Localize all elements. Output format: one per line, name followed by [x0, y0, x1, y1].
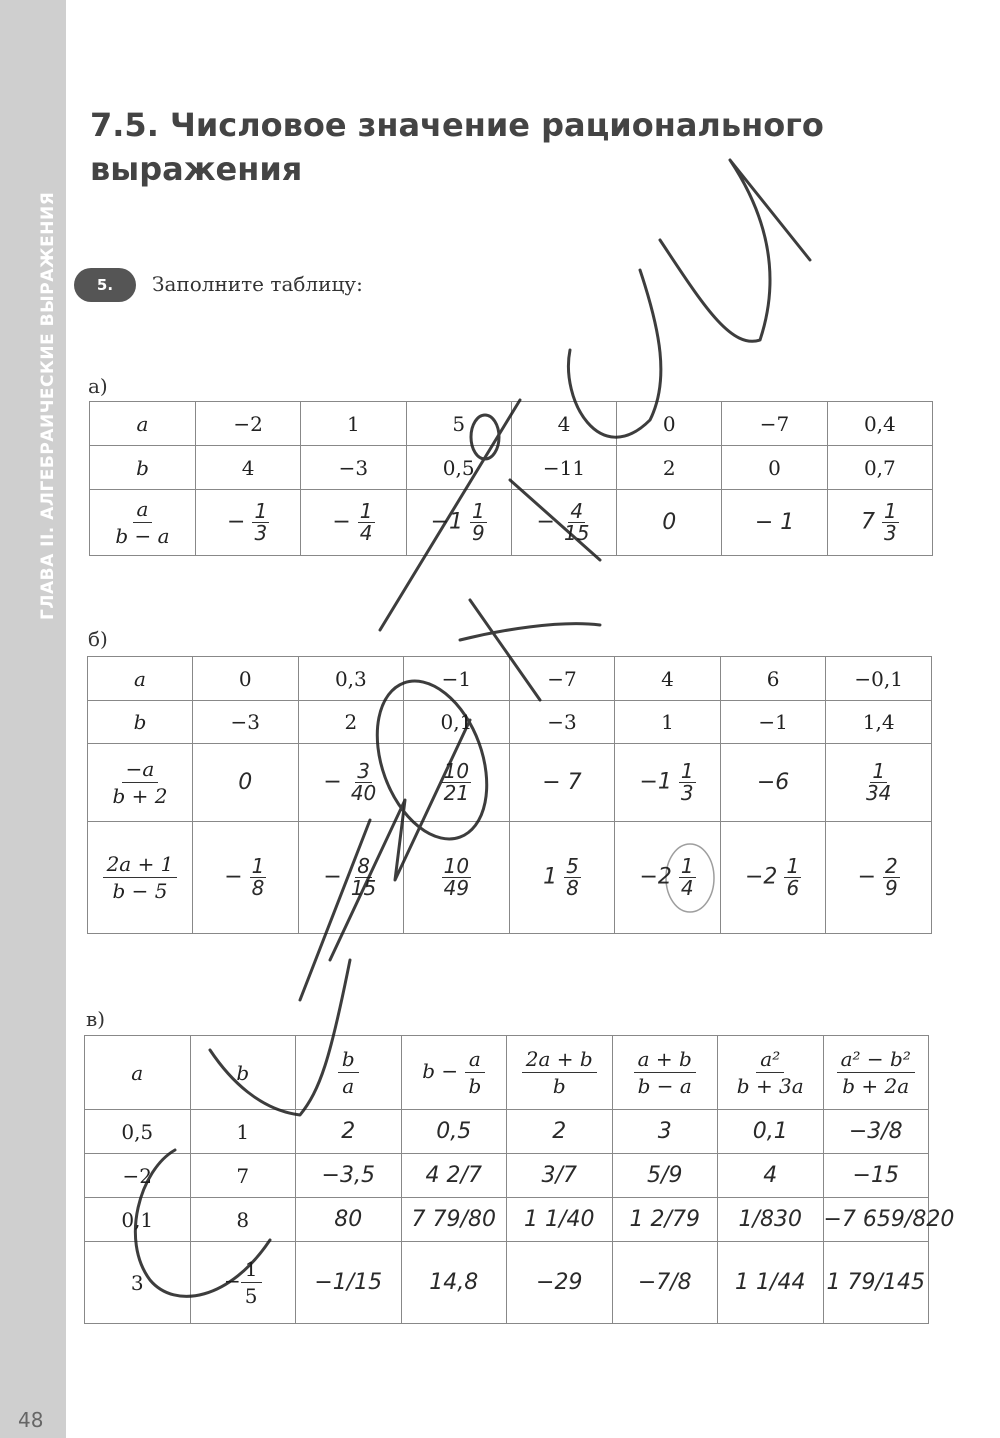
answer-num: 10: [443, 759, 470, 783]
answer-sign: −2: [639, 864, 672, 890]
answer-den: 3: [254, 521, 268, 545]
table-row: [90, 446, 933, 490]
answer-num: 8: [357, 854, 370, 878]
answer-cell: −29: [507, 1242, 613, 1324]
column-header: a: [85, 1036, 191, 1110]
fraction-denominator: b: [468, 1074, 482, 1098]
answer-cell: 3: [612, 1110, 718, 1154]
answer-cell: [196, 490, 301, 556]
answer-cell: 7 79/80: [401, 1198, 507, 1242]
fraction-numerator: 2a + 1: [103, 853, 178, 878]
answer-num: 4: [570, 499, 584, 523]
fraction-numerator: 1: [241, 1258, 262, 1283]
answer-cell: − 7: [509, 744, 615, 822]
answer-cell: [404, 744, 510, 822]
fraction-denominator: b − a: [637, 1074, 692, 1098]
table-cell: 0,5: [406, 446, 511, 490]
answer-cell: 0: [617, 490, 722, 556]
answer-sign: −: [323, 769, 342, 795]
table-row: [85, 1242, 929, 1324]
table-row: [88, 701, 932, 744]
table-header-row: [85, 1036, 929, 1110]
table-cell: 1,4: [826, 701, 932, 744]
table-cell: 3: [85, 1242, 191, 1324]
row-header-a: a: [88, 657, 193, 701]
table-cell: 0: [722, 446, 827, 490]
answer-cell: 0,1: [718, 1110, 824, 1154]
part-b-label: б): [88, 627, 108, 651]
table-cell: 1: [190, 1110, 296, 1154]
table-cell: −7: [722, 402, 827, 446]
answer-sign: −1: [639, 769, 672, 795]
answer-cell: 1 2/79: [612, 1198, 718, 1242]
answer-cell: [827, 490, 932, 556]
column-header: [507, 1036, 613, 1110]
answer-num: 10: [443, 854, 470, 878]
table-cell: −7: [509, 657, 615, 701]
answer-den: 8: [251, 876, 265, 900]
answer-cell: 4 2/7: [401, 1154, 507, 1198]
fraction-numerator: a: [465, 1048, 485, 1073]
table-row: [90, 490, 933, 556]
answer-cell: [509, 822, 615, 934]
answer-den: 15: [350, 876, 377, 900]
table-cell: 6: [720, 657, 826, 701]
answer-num: 1: [472, 499, 485, 523]
table-cell: −0,1: [826, 657, 932, 701]
answer-sign: −: [332, 509, 351, 535]
answer-cell: −7 659/820: [823, 1198, 929, 1242]
answer-cell: [826, 744, 932, 822]
fraction-numerator: 2a + b: [522, 1048, 597, 1073]
row-header-expression: [88, 744, 193, 822]
table-cell: 4: [196, 446, 301, 490]
table-row: [85, 1110, 929, 1154]
fraction-denominator: b: [552, 1074, 566, 1098]
table-cell: −3: [193, 701, 299, 744]
fraction-numerator: a: [133, 498, 153, 523]
column-header: [612, 1036, 718, 1110]
answer-cell: 1/830: [718, 1198, 824, 1242]
answer-cell: 2: [296, 1110, 402, 1154]
answer-cell: 0,5: [401, 1110, 507, 1154]
answer-cell: 1 1/40: [507, 1198, 613, 1242]
answer-num: 2: [885, 854, 898, 878]
answer-cell: [406, 490, 511, 556]
watermark-letter-k-arm: [460, 624, 600, 640]
task-instruction: Заполните таблицу:: [152, 272, 363, 296]
answer-cell: 3/7: [507, 1154, 613, 1198]
answer-den: 15: [563, 521, 590, 545]
table-cell: 2: [298, 701, 404, 744]
answer-num: 1: [254, 499, 268, 523]
answer-cell: −15: [823, 1154, 929, 1198]
answer-sign: −: [323, 864, 342, 890]
answer-num: 1: [786, 854, 800, 878]
answer-num: 1: [251, 854, 265, 878]
answer-cell: 1 79/145: [823, 1242, 929, 1324]
section-title: 7.5. Числовое значение рационального выражения: [90, 106, 824, 188]
answer-sign: 1: [543, 864, 558, 890]
answer-cell: [298, 744, 404, 822]
table-row: [85, 1198, 929, 1242]
column-header: [401, 1036, 507, 1110]
table-row: [88, 744, 932, 822]
answer-cell: [720, 822, 826, 934]
answer-cell: − 1: [722, 490, 827, 556]
table-cell: 0,5: [85, 1110, 191, 1154]
answer-cell: −3,5: [296, 1154, 402, 1198]
answer-sign: −: [857, 864, 877, 890]
table-cell: 0,7: [827, 446, 932, 490]
table-row: [88, 822, 932, 934]
fraction-denominator: b + 2: [112, 784, 168, 808]
fraction-numerator: −a: [122, 758, 159, 783]
fraction-numerator: b: [338, 1048, 359, 1073]
answer-cell: [615, 822, 721, 934]
answer-cell: [298, 822, 404, 934]
table-row: [88, 657, 932, 701]
table-cell: −3: [509, 701, 615, 744]
row-header-a: a: [90, 402, 196, 446]
table-cell: 0,4: [827, 402, 932, 446]
answer-den: 4: [680, 876, 694, 900]
answer-cell: 4: [718, 1154, 824, 1198]
table-cell: 0,3: [298, 657, 404, 701]
answer-num: 1: [359, 499, 373, 523]
table-cell: −11: [511, 446, 616, 490]
answer-cell: −1/15: [296, 1242, 402, 1324]
row-header-b: b: [88, 701, 193, 744]
table-part-c: [84, 1035, 955, 1324]
table-cell: 4: [511, 402, 616, 446]
chapter-sidebar: [0, 0, 66, 1438]
answer-den: 49: [443, 876, 470, 900]
column-header: b: [190, 1036, 296, 1110]
answer-num: 3: [357, 759, 370, 783]
answer-den: 6: [786, 876, 800, 900]
answer-cell: 80: [296, 1198, 402, 1242]
fraction-denominator: b + 2a: [842, 1074, 910, 1098]
answer-sign: −: [224, 864, 243, 890]
answer-den: 3: [883, 521, 897, 545]
answer-cell: [404, 822, 510, 934]
fraction-denominator: b − a: [115, 524, 170, 548]
answer-den: 9: [885, 876, 898, 900]
answer-cell: −6: [720, 744, 826, 822]
answer-den: 9: [472, 521, 485, 545]
chapter-title: ГЛАВА II. АЛГЕБРАИЧЕСКИЕ ВЫРАЖЕНИЯ: [38, 191, 58, 620]
fraction-numerator: a² − b²: [837, 1048, 915, 1073]
fraction-numerator: a + b: [634, 1048, 696, 1073]
row-header-b: b: [90, 446, 196, 490]
answer-sign: −: [536, 509, 555, 535]
table-cell: 7: [190, 1154, 296, 1198]
column-header: [296, 1036, 402, 1110]
table-cell: −1: [404, 657, 510, 701]
value-sign: −: [224, 1269, 241, 1293]
fraction-denominator: b + 3a: [736, 1074, 804, 1098]
table-cell: −2: [85, 1154, 191, 1198]
part-c-label: в): [86, 1007, 106, 1031]
column-header: [823, 1036, 929, 1110]
table-cell: 5: [406, 402, 511, 446]
table-row: [90, 402, 933, 446]
header-prefix: b −: [422, 1059, 459, 1083]
answer-num: 1: [872, 759, 886, 783]
table-cell: 0,1: [85, 1198, 191, 1242]
table-part-a: [89, 401, 933, 556]
answer-den: 8: [566, 876, 579, 900]
table-cell: −2: [196, 402, 301, 446]
table-cell: −3: [301, 446, 406, 490]
answer-cell: [615, 744, 721, 822]
table-cell: 4: [615, 657, 721, 701]
answer-cell: [193, 822, 299, 934]
row-header-expression: [90, 490, 196, 556]
table-cell: 0: [617, 402, 722, 446]
answer-num: 1: [680, 854, 694, 878]
answer-den: 40: [350, 781, 377, 805]
fraction-denominator: b − 5: [112, 879, 168, 903]
answer-cell: −3/8: [823, 1110, 929, 1154]
table-cell: −1: [720, 701, 826, 744]
answer-cell: [826, 822, 932, 934]
answer-sign: −1: [430, 509, 464, 535]
table-cell: 0,1: [404, 701, 510, 744]
table-cell: [190, 1242, 296, 1324]
answer-cell: 2: [507, 1110, 613, 1154]
answer-den: 21: [443, 781, 470, 805]
answer-cell: 5/9: [612, 1154, 718, 1198]
table-cell: 2: [617, 446, 722, 490]
answer-cell: [301, 490, 406, 556]
answer-den: 4: [359, 521, 373, 545]
table-cell: 8: [190, 1198, 296, 1242]
answer-den: 3: [680, 781, 694, 805]
answer-cell: −7/8: [612, 1242, 718, 1324]
answer-cell: 1 1/44: [718, 1242, 824, 1324]
table-cell: 0: [193, 657, 299, 701]
answer-sign: −2: [745, 864, 778, 890]
answer-num: 5: [566, 854, 579, 878]
answer-cell: [511, 490, 616, 556]
fraction-denominator: a: [342, 1074, 355, 1098]
answer-num: 1: [680, 759, 694, 783]
answer-sign: −: [227, 509, 246, 535]
table-part-b: [87, 656, 932, 934]
table-cell: 1: [301, 402, 406, 446]
answer-cell: 0: [193, 744, 299, 822]
answer-num: 1: [883, 499, 897, 523]
fraction-numerator: a²: [756, 1048, 784, 1073]
page-number: 48: [18, 1408, 44, 1432]
part-a-label: а): [88, 374, 108, 398]
answer-den: 34: [865, 781, 892, 805]
answer-sign: 7: [860, 509, 875, 535]
table-row: [85, 1154, 929, 1198]
table-cell: 1: [615, 701, 721, 744]
fraction-denominator: 5: [244, 1284, 258, 1308]
row-header-expression: [88, 822, 193, 934]
task-number-badge: 5.: [74, 268, 136, 302]
answer-cell: 14,8: [401, 1242, 507, 1324]
column-header: [718, 1036, 824, 1110]
